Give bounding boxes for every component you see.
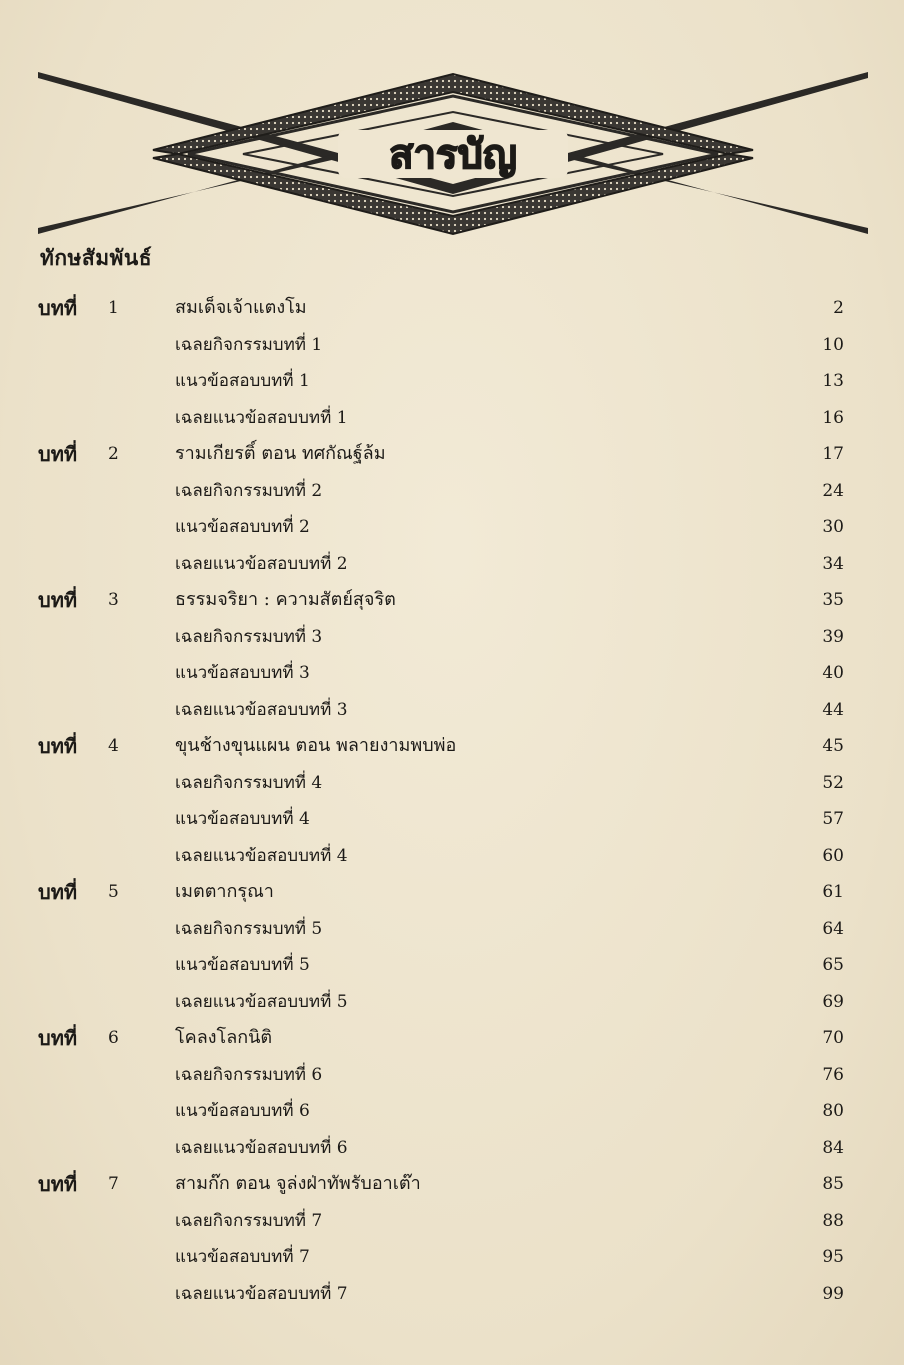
toc-subentry-row: [0, 841, 904, 871]
toc-subentry-row: [0, 366, 904, 396]
banner-ornament: [38, 66, 868, 241]
toc-entry-title: แนวข้อสอบบทที่ 6: [175, 1101, 310, 1121]
toc-subentry-row: [0, 987, 904, 1017]
toc-page-number: 10: [822, 334, 844, 355]
toc-subentry-row: [0, 512, 904, 542]
toc-entry-title: เฉลยแนวข้อสอบบทที่ 3: [175, 699, 348, 720]
toc-chapter-row: [0, 731, 904, 761]
toc-subentry-row: [0, 403, 904, 433]
toc-entry-title: เฉลยกิจกรรมบทที่ 1: [175, 334, 323, 355]
toc-subentry-row: [0, 804, 904, 834]
toc-chapter-row: [0, 439, 904, 469]
toc-entry-title: แนวข้อสอบบทที่ 3: [175, 663, 310, 683]
chapter-label: บทที่: [38, 588, 78, 612]
toc-entry-title: เฉลยกิจกรรมบทที่ 7: [175, 1210, 323, 1231]
toc-entry-title: โคลงโลกนิติ: [175, 1027, 273, 1048]
toc-entry-title: แนวข้อสอบบทที่ 7: [175, 1247, 310, 1267]
toc-page-number: 69: [822, 991, 844, 1012]
toc-subentry-row: [0, 476, 904, 506]
toc-page-number: 34: [822, 553, 844, 574]
section-heading: ทักษสัมพันธ์: [40, 245, 153, 270]
toc-entry-title: เฉลยแนวข้อสอบบทที่ 2: [175, 553, 348, 574]
toc-entry-title: เฉลยแนวข้อสอบบทที่ 5: [175, 991, 348, 1012]
toc-subentry-row: [0, 1242, 904, 1272]
toc-entry-title: เฉลยกิจกรรมบทที่ 3: [175, 626, 323, 647]
toc-subentry-row: [0, 768, 904, 798]
toc-entry-title: รามเกียรติ์ ตอน ทศกัณฐ์ล้ม: [175, 443, 386, 464]
chapter-label: บทที่: [38, 734, 78, 758]
toc-page-number: 80: [822, 1101, 844, 1121]
toc-page-number: 88: [822, 1210, 844, 1231]
toc-page-number: 84: [822, 1137, 844, 1158]
toc-entry-title: แนวข้อสอบบทที่ 2: [175, 517, 310, 537]
toc-subentry-row: [0, 1279, 904, 1309]
toc-subentry-row: [0, 330, 904, 360]
toc-page-number: 57: [822, 809, 844, 829]
chapter-label: บทที่: [38, 296, 78, 320]
chapter-number: 1: [108, 298, 119, 318]
toc-subentry-row: [0, 914, 904, 944]
toc-entry-title: ขุนช้างขุนแผน ตอน พลายงามพบพ่อ: [175, 735, 457, 756]
chapter-number: 5: [108, 882, 119, 902]
toc-page-number: 17: [822, 444, 844, 464]
toc-entry-title: เฉลยกิจกรรมบทที่ 5: [175, 918, 323, 939]
chapter-label: บทที่: [38, 442, 78, 466]
toc-subentry-row: [0, 950, 904, 980]
toc-page-number: 16: [822, 407, 844, 428]
toc-entry-title: ธรรมจริยา : ความสัตย์สุจริต: [175, 589, 396, 610]
toc-subentry-row: [0, 1096, 904, 1126]
toc-chapter-row: [0, 293, 904, 323]
toc-chapter-row: [0, 1169, 904, 1199]
toc-subentry-row: [0, 658, 904, 688]
toc-page-number: 64: [822, 918, 844, 939]
toc-page-number: 44: [822, 699, 844, 720]
toc-subentry-row: [0, 1133, 904, 1163]
toc-subentry-row: [0, 695, 904, 725]
chapter-number: 7: [108, 1174, 119, 1194]
toc-page-number: 45: [822, 736, 844, 756]
toc-page-number: 35: [822, 590, 844, 610]
chapter-number: 4: [108, 736, 119, 756]
toc-page-number: 95: [822, 1247, 844, 1267]
toc-entry-title: เฉลยกิจกรรมบทที่ 4: [175, 772, 323, 793]
toc-page-number: 24: [822, 480, 844, 501]
toc-entry-title: เฉลยแนวข้อสอบบทที่ 1: [175, 407, 348, 428]
toc-entry-title: เฉลยแนวข้อสอบบทที่ 4: [175, 845, 348, 866]
chapter-label: บทที่: [38, 1172, 78, 1196]
toc-page-number: 61: [822, 882, 844, 902]
chapter-number: 3: [108, 590, 119, 610]
toc-entry-title: แนวข้อสอบบทที่ 4: [175, 809, 310, 829]
toc-chapter-row: [0, 1023, 904, 1053]
chapter-number: 6: [108, 1028, 119, 1048]
toc-page-number: 99: [822, 1283, 844, 1304]
chapter-label: บทที่: [38, 1026, 78, 1050]
toc-chapter-row: [0, 877, 904, 907]
toc-chapter-row: [0, 585, 904, 615]
toc-subentry-row: [0, 622, 904, 652]
toc-page-number: 76: [822, 1064, 844, 1085]
toc-entry-title: แนวข้อสอบบทที่ 5: [175, 955, 310, 975]
chapter-number: 2: [108, 444, 119, 464]
toc-entry-title: สมเด็จเจ้าแตงโม: [175, 297, 307, 318]
toc-subentry-row: [0, 1206, 904, 1236]
toc-page-number: 13: [822, 371, 844, 391]
toc-entry-title: เฉลยกิจกรรมบทที่ 6: [175, 1064, 323, 1085]
toc-page-number: 60: [822, 845, 844, 866]
toc-page-number: 2: [833, 298, 844, 318]
toc-page-number: 65: [822, 955, 844, 975]
title-banner: [38, 66, 868, 241]
banner-title: สารบัญ: [389, 132, 517, 178]
toc-entry-title: เฉลยแนวข้อสอบบทที่ 6: [175, 1137, 348, 1158]
toc-entry-title: สามก๊ก ตอน จูล่งฝ่าทัพรับอาเต๊า: [175, 1173, 421, 1194]
toc-page-number: 30: [822, 517, 844, 537]
toc-subentry-row: [0, 1060, 904, 1090]
toc-entry-title: เฉลยแนวข้อสอบบทที่ 7: [175, 1283, 348, 1304]
toc-page-number: 85: [822, 1174, 844, 1194]
toc-page-number: 52: [822, 772, 844, 793]
toc-entry-title: แนวข้อสอบบทที่ 1: [175, 371, 310, 391]
toc-subentry-row: [0, 549, 904, 579]
chapter-label: บทที่: [38, 880, 78, 904]
toc-page-number: 39: [822, 626, 844, 647]
toc-page-number: 40: [822, 663, 844, 683]
toc-page-number: 70: [822, 1028, 844, 1048]
toc-entry-title: เฉลยกิจกรรมบทที่ 2: [175, 480, 323, 501]
toc-entry-title: เมตตากรุณา: [175, 881, 274, 902]
